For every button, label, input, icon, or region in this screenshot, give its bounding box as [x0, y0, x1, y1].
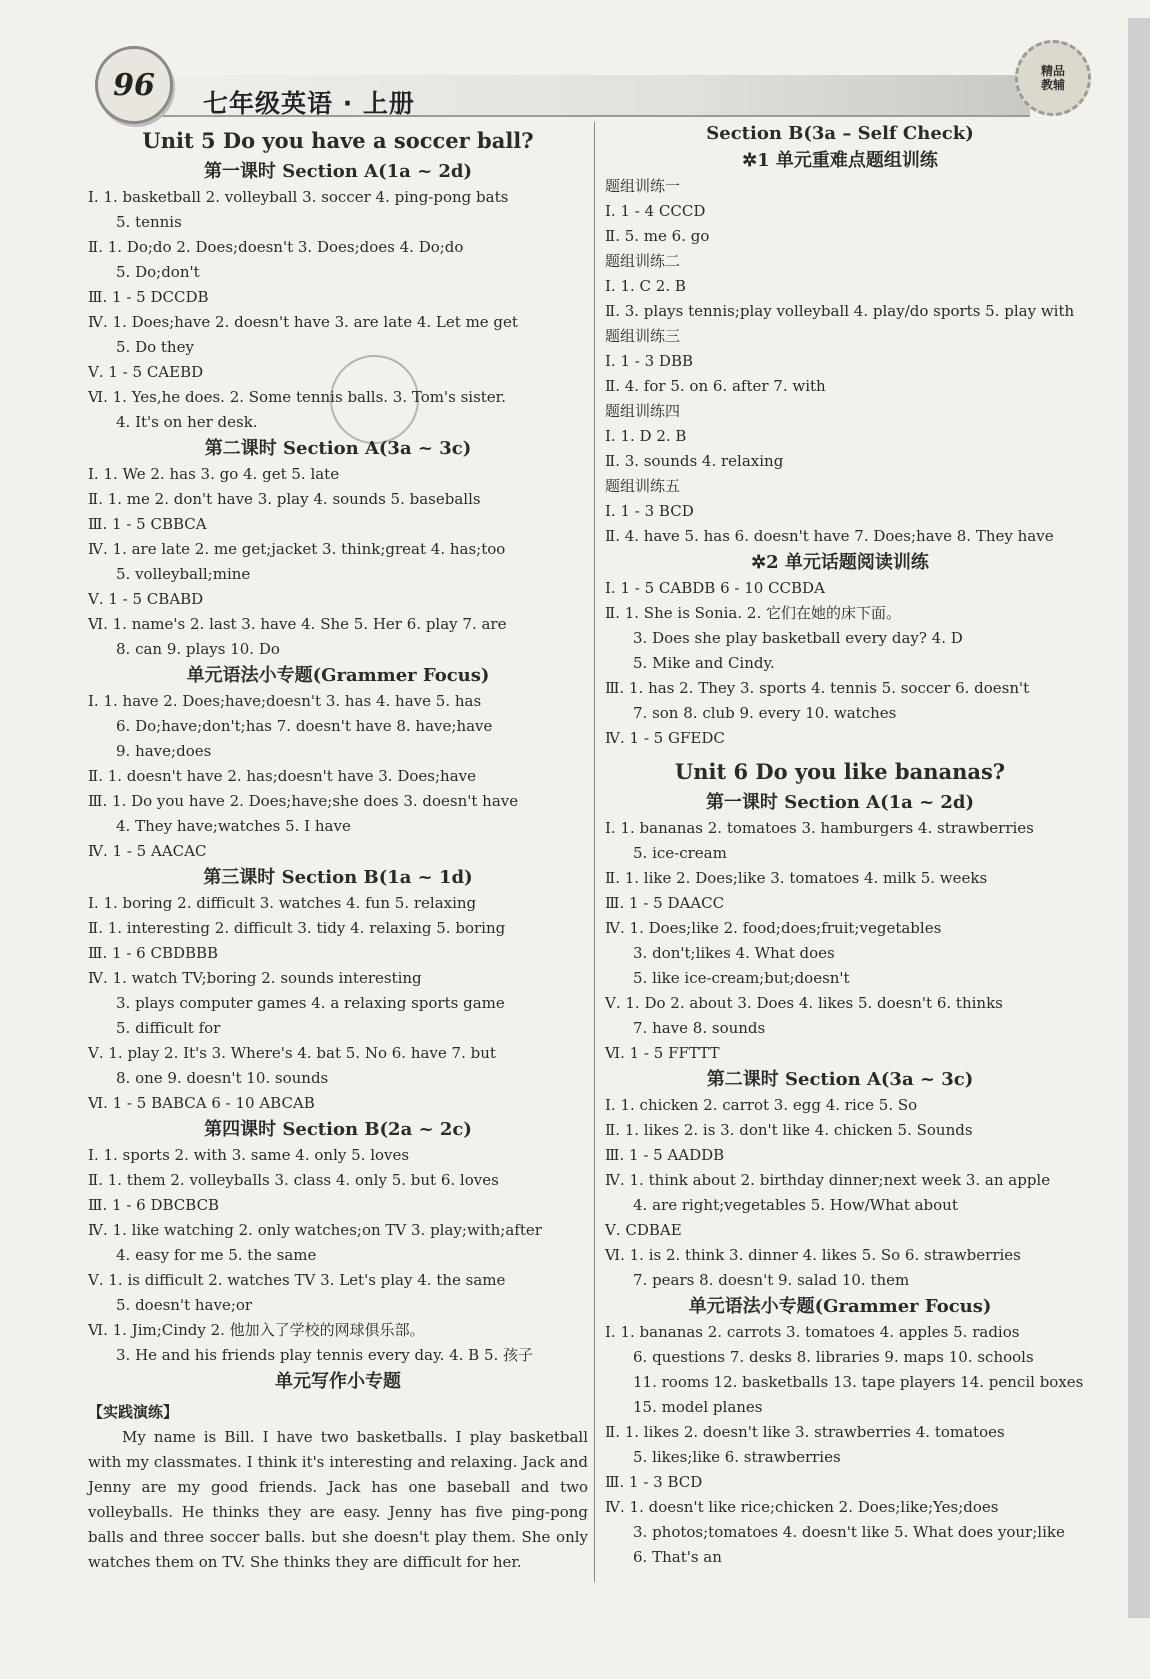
answer-line: 3. photos;tomatoes 4. doesn't like 5. What does your;like: [633, 1523, 1065, 1541]
answer-line: Ⅰ. 1. C 2. B: [605, 277, 686, 295]
answer-line: Ⅱ. 1. like 2. Does;like 3. tomatoes 4. milk 5. weeks: [605, 869, 988, 887]
grammar-answers: [88, 689, 588, 864]
answer-line: Ⅲ. 1 - 6 CBDBBB: [88, 944, 219, 962]
lesson1-answers: [88, 185, 588, 435]
answer-line: Ⅳ. 1. are late 2. me get;jacket 3. think;great 4. has;too: [88, 540, 506, 558]
answer-line: Ⅳ. 1 - 5 GFEDC: [605, 729, 725, 747]
lesson2-answers: [88, 462, 588, 662]
answer-line: Ⅱ. 1. likes 2. is 3. don't like 4. chicken 5. Sounds: [605, 1121, 973, 1139]
section-b-title: Section B(3a – Self Check): [706, 123, 974, 144]
answer-line: Ⅲ. 1 - 5 CBBCA: [88, 515, 207, 533]
answer-line: Ⅳ. 1 - 5 AACAC: [88, 842, 207, 860]
left-column: [88, 120, 588, 1575]
answer-line: 3. don't;likes 4. What does: [633, 944, 835, 962]
answer-line: Ⅰ. 1. We 2. has 3. go 4. get 5. late: [88, 465, 340, 483]
lesson1-title: 第一课时 Section A(1a ~ 2d): [203, 161, 473, 182]
grammar-title: 单元语法小专题(Grammer Focus): [186, 665, 490, 686]
answer-line: Ⅰ. 1. D 2. B: [605, 427, 687, 445]
answer-line: 5. Do they: [116, 338, 194, 356]
answer-line: Ⅱ. 5. me 6. go: [605, 227, 710, 245]
book-title: 七年级英语 · 上册: [203, 89, 415, 118]
answer-line: 4. It's on her desk.: [116, 413, 258, 431]
unit6-lesson1-answers: [605, 816, 1075, 1066]
exercise-group-label: 题组训练三: [605, 327, 681, 345]
answer-line: Ⅲ. 1 - 5 DCCDB: [88, 288, 209, 306]
unit6-grammar-title: 单元语法小专题(Grammer Focus): [688, 1296, 992, 1317]
brand-badge-line1: 精品: [1040, 64, 1065, 78]
answer-line: 5. difficult for: [116, 1019, 221, 1037]
answer-line: Ⅵ. 1. Yes,he does. 2. Some tennis balls. 3. Tom's sister.: [88, 388, 506, 406]
answer-line: Ⅵ. 1. name's 2. last 3. have 4. She 5. Her 6. play 7. are: [88, 615, 507, 633]
answer-line: 5. Do;don't: [116, 263, 200, 281]
answer-line: 5. like ice-cream;but;doesn't: [633, 969, 850, 987]
answer-line: Ⅰ. 1. basketball 2. volleyball 3. soccer 4. ping-pong bats: [88, 188, 509, 206]
essay-paragraph: My name is Bill. I have two basketballs. I play basketball with my classmates. I think it's interesting and relaxing. Jack and Jenny are my good friends. Jack has one baseball and two volleyballs. He thinks they are easy. Jenny has five ping-pong balls and three soccer balls. but she doesn't play them. She only watches them on TV. She thinks they are difficult for her.: [88, 1428, 588, 1571]
key-points-title: ✲1 单元重难点题组训练: [742, 150, 938, 171]
answer-line: Ⅲ. 1 - 5 AADDB: [605, 1146, 725, 1164]
practice-label: 【实践演练】: [88, 1403, 179, 1421]
answer-line: Ⅳ. 1. watch TV;boring 2. sounds interesting: [88, 969, 422, 987]
answer-line: Ⅱ. 1. them 2. volleyballs 3. class 4. only 5. but 6. loves: [88, 1171, 499, 1189]
answer-line: Ⅰ. 1 - 3 DBB: [605, 352, 693, 370]
answer-line: 3. He and his friends play tennis every day. 4. B 5. 孩子: [116, 1346, 534, 1364]
answer-line: Ⅳ. 1. think about 2. birthday dinner;next week 3. an apple: [605, 1171, 1051, 1189]
answer-line: Ⅳ. 1. like watching 2. only watches;on TV 3. play;with;after: [88, 1221, 542, 1239]
lesson4-title: 第四课时 Section B(2a ~ 2c): [204, 1119, 472, 1140]
answer-line: Ⅴ. 1. play 2. It's 3. Where's 4. bat 5. No 6. have 7. but: [88, 1044, 496, 1062]
answer-line: Ⅴ. 1. Do 2. about 3. Does 4. likes 5. doesn't 6. thinks: [605, 994, 1003, 1012]
exercise-group-label: 题组训练二: [605, 252, 681, 270]
answer-line: Ⅴ. 1. is difficult 2. watches TV 3. Let's play 4. the same: [88, 1271, 506, 1289]
answer-line: 15. model planes: [633, 1398, 763, 1416]
answer-line: Ⅱ. 1. She is Sonia. 2. 它们在她的床下面。: [605, 604, 901, 622]
lesson4-answers: [88, 1143, 588, 1368]
answer-line: Ⅵ. 1 - 5 BABCA 6 - 10 ABCAB: [88, 1094, 315, 1112]
answer-line: Ⅲ. 1 - 6 DBCBCB: [88, 1196, 220, 1214]
answer-line: Ⅰ. 1. chicken 2. carrot 3. egg 4. rice 5. So: [605, 1096, 918, 1114]
answer-line: Ⅲ. 1 - 5 DAACC: [605, 894, 725, 912]
writing-title: 单元写作小专题: [275, 1371, 401, 1392]
exercise-group-label: 题组训练一: [605, 177, 681, 195]
unit6-grammar-answers: [605, 1320, 1084, 1570]
answer-line: Ⅰ. 1 - 4 CCCD: [605, 202, 706, 220]
answer-line: 3. plays computer games 4. a relaxing sports game: [116, 994, 505, 1012]
lesson3-answers: [88, 891, 588, 1116]
answer-line: Ⅰ. 1. bananas 2. tomatoes 3. hamburgers 4. strawberries: [605, 819, 1034, 837]
answer-line: Ⅵ. 1. is 2. think 3. dinner 4. likes 5. So 6. strawberries: [605, 1246, 1021, 1264]
answer-line: 7. pears 8. doesn't 9. salad 10. them: [633, 1271, 910, 1289]
reading-title: ✲2 单元话题阅读训练: [751, 552, 929, 573]
answer-line: Ⅱ. 1. me 2. don't have 3. play 4. sounds 5. baseballs: [88, 490, 481, 508]
unit6-title: Unit 6 Do you like bananas?: [674, 759, 1006, 784]
brand-badge: [1015, 40, 1091, 116]
answer-line: Ⅰ. 1. have 2. Does;have;doesn't 3. has 4. have 5. has: [88, 692, 482, 710]
answer-line: Ⅲ. 1. Do you have 2. Does;have;she does 3. doesn't have: [88, 792, 519, 810]
answer-line: Ⅱ. 4. have 5. has 6. doesn't have 7. Does;have 8. They have: [605, 527, 1054, 545]
answer-line: 5. ice-cream: [633, 844, 727, 862]
answer-line: Ⅱ. 1. doesn't have 2. has;doesn't have 3. Does;have: [88, 767, 476, 785]
answer-line: Ⅳ. 1. doesn't like rice;chicken 2. Does;like;Yes;does: [605, 1498, 999, 1516]
answer-line: Ⅰ. 1 - 5 CABDB 6 - 10 CCBDA: [605, 579, 825, 597]
key-points-answers: [605, 174, 1075, 549]
answer-line: 5. likes;like 6. strawberries: [633, 1448, 841, 1466]
answer-line: Ⅴ. 1 - 5 CAEBD: [88, 363, 204, 381]
answer-line: Ⅱ. 4. for 5. on 6. after 7. with: [605, 377, 826, 395]
answer-line: Ⅱ. 1. likes 2. doesn't like 3. strawberries 4. tomatoes: [605, 1423, 1005, 1441]
answer-line: 7. have 8. sounds: [633, 1019, 766, 1037]
answer-line: 4. are right;vegetables 5. How/What about: [633, 1196, 958, 1214]
answer-line: Ⅰ. 1. boring 2. difficult 3. watches 4. fun 5. relaxing: [88, 894, 477, 912]
answer-line: 5. Mike and Cindy.: [633, 654, 775, 672]
lesson2-title: 第二课时 Section A(3a ~ 3c): [204, 438, 472, 459]
answer-line: 8. one 9. doesn't 10. sounds: [116, 1069, 329, 1087]
column-divider: [594, 122, 595, 1582]
page-number-badge: [95, 46, 173, 124]
page-header: [85, 40, 1085, 125]
answer-line: 8. can 9. plays 10. Do: [116, 640, 280, 658]
unit5-title: Unit 5 Do you have a soccer ball?: [142, 128, 534, 153]
answer-line: Ⅵ. 1. Jim;Cindy 2. 他加入了学校的网球俱乐部。: [88, 1321, 425, 1339]
exercise-group-label: 题组训练五: [605, 477, 681, 495]
answer-line: Ⅰ. 1. sports 2. with 3. same 4. only 5. loves: [88, 1146, 410, 1164]
lesson3-title: 第三课时 Section B(1a ~ 1d): [203, 867, 473, 888]
answer-line: Ⅰ. 1 - 3 BCD: [605, 502, 694, 520]
answer-line: Ⅱ. 1. interesting 2. difficult 3. tidy 4. relaxing 5. boring: [88, 919, 506, 937]
unit6-lesson1-title: 第一课时 Section A(1a ~ 2d): [705, 792, 975, 813]
answer-line: 3. Does she play basketball every day? 4. D: [633, 629, 963, 647]
answer-line: 11. rooms 12. basketballs 13. tape players 14. pencil boxes: [633, 1373, 1084, 1391]
answer-line: Ⅴ. 1 - 5 CBABD: [88, 590, 204, 608]
answer-line: 4. easy for me 5. the same: [116, 1246, 317, 1264]
answer-line: Ⅱ. 3. plays tennis;play volleyball 4. play/do sports 5. play with: [605, 302, 1075, 320]
answer-line: 5. doesn't have;or: [116, 1296, 253, 1314]
answer-line: Ⅲ. 1. has 2. They 3. sports 4. tennis 5. soccer 6. doesn't: [605, 679, 1030, 697]
answer-line: 7. son 8. club 9. every 10. watches: [633, 704, 897, 722]
answer-line: Ⅳ. 1. Does;like 2. food;does;fruit;vegetables: [605, 919, 942, 937]
answer-line: 6. questions 7. desks 8. libraries 9. maps 10. schools: [633, 1348, 1034, 1366]
answer-line: 9. have;does: [116, 742, 212, 760]
answer-line: 6. Do;have;don't;has 7. doesn't have 8. have;have: [116, 717, 493, 735]
answer-line: Ⅱ. 3. sounds 4. relaxing: [605, 452, 784, 470]
right-column: [605, 120, 1084, 1570]
answer-line: Ⅴ. CDBAE: [605, 1221, 682, 1239]
unit6-lesson2-title: 第二课时 Section A(3a ~ 3c): [706, 1069, 974, 1090]
brand-badge-line2: 教辅: [1040, 78, 1065, 92]
answer-line: Ⅵ. 1 - 5 FFTTT: [605, 1044, 720, 1062]
answer-line: Ⅲ. 1 - 3 BCD: [605, 1473, 703, 1491]
answer-line: Ⅰ. 1. bananas 2. carrots 3. tomatoes 4. apples 5. radios: [605, 1323, 1020, 1341]
page-number: 96: [113, 67, 155, 103]
answer-line: 5. tennis: [116, 213, 182, 231]
answer-line: 4. They have;watches 5. I have: [116, 817, 351, 835]
answer-line: 6. That's an: [633, 1548, 722, 1566]
answer-line: 5. volleyball;mine: [116, 565, 251, 583]
page-edge: [1128, 18, 1150, 1618]
unit6-lesson2-answers: [605, 1093, 1075, 1293]
reading-answers: [605, 576, 1075, 751]
answer-line: Ⅳ. 1. Does;have 2. doesn't have 3. are late 4. Let me get: [88, 313, 518, 331]
answer-line: Ⅱ. 1. Do;do 2. Does;doesn't 3. Does;does 4. Do;do: [88, 238, 464, 256]
exercise-group-label: 题组训练四: [605, 402, 681, 420]
